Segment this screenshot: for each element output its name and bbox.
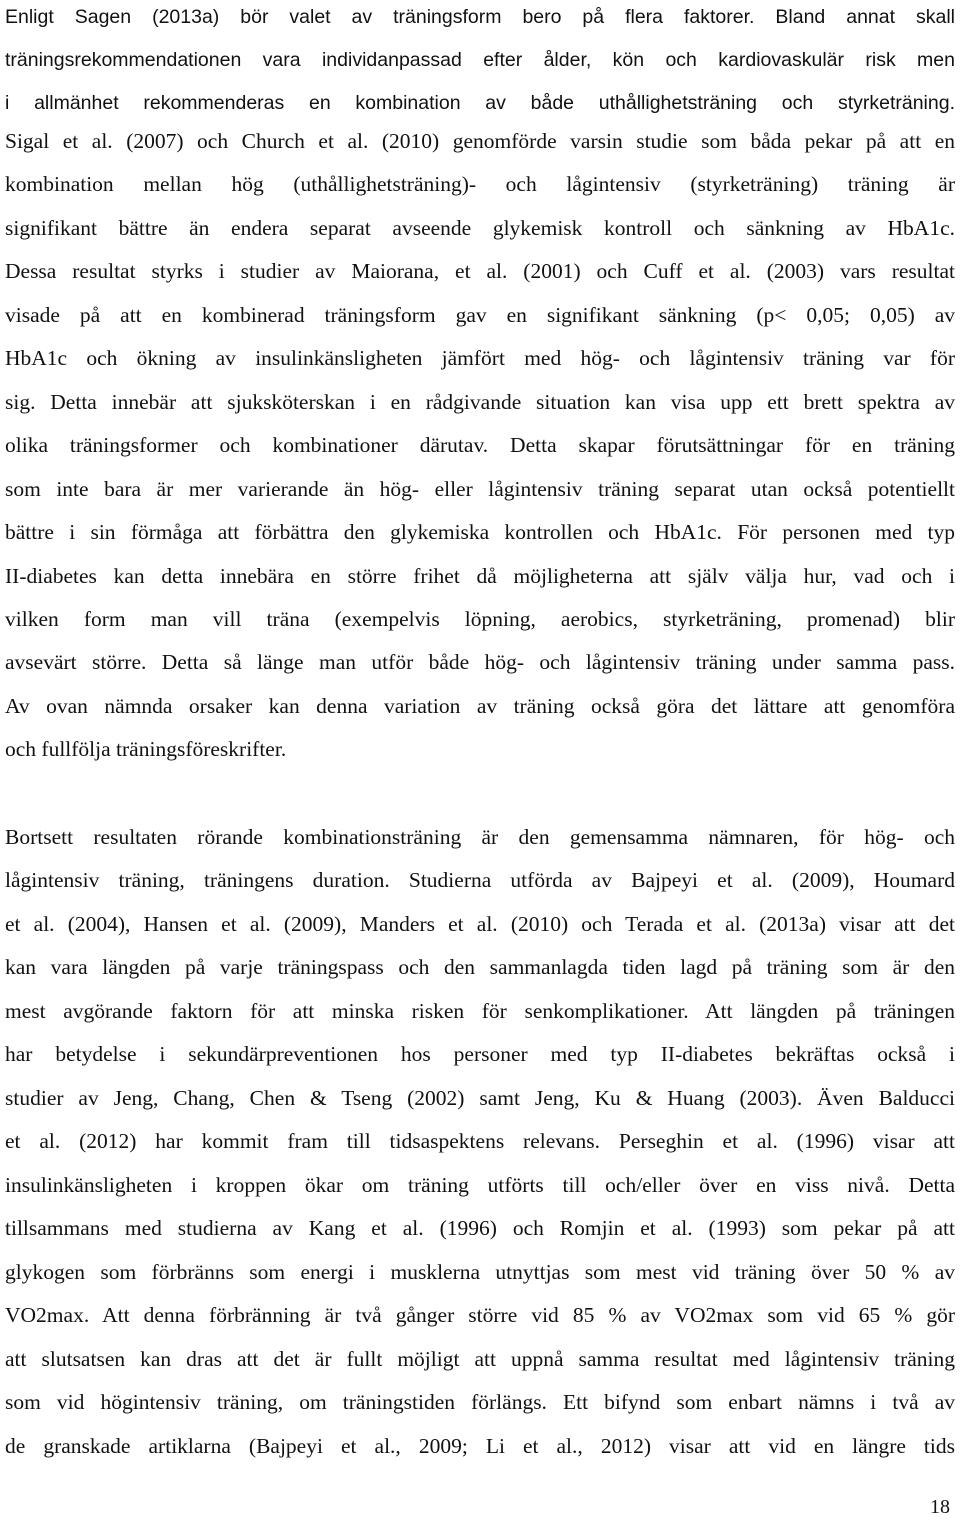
- text-line: visade på att en kombinerad träningsform gav en signifikant sänkning (p< 0,05; 0,05) av: [5, 303, 955, 327]
- text-line: VO2max. Att denna förbränning är två gånger större vid 85 % av VO2max som vid 65 % gör: [5, 1303, 955, 1327]
- text-line: olika träningsformer och kombinationer därutav. Detta skapar förutsättningar för en träning: [5, 433, 955, 457]
- text-line: avsevärt större. Detta så länge man utför både hög- och lågintensiv träning under samma pass.: [5, 650, 955, 674]
- text-line: och fullfölja träningsföreskrifter.: [5, 737, 287, 761]
- text-line: studier av Jeng, Chang, Chen & Tseng (2002) samt Jeng, Ku & Huang (2003). Även Balducci: [5, 1086, 955, 1110]
- text-line: som inte bara är mer varierande än hög- eller lågintensiv träning separat utan också potentiellt: [5, 477, 955, 501]
- text-line: insulinkänsligheten i kroppen ökar om träning utförts till och/eller över en viss nivå. Detta: [5, 1173, 955, 1197]
- text-line: et al. (2004), Hansen et al. (2009), Manders et al. (2010) och Terada et al. (2013a) visar att det: [5, 912, 955, 936]
- text-line: i allmänhet rekommenderas en kombination av både uthållighetsträning och styrketräning.: [5, 92, 955, 114]
- text-line: Bortsett resultaten rörande kombinationsträning är den gemensamma nämnaren, för hög- och: [5, 825, 955, 849]
- text-line: att slutsatsen kan dras att det är fullt möjligt att uppnå samma resultat med lågintensiv träning: [5, 1347, 955, 1371]
- text-line: som vid högintensiv träning, om träningstiden förlängs. Ett bifynd som enbart nämns i två av: [5, 1390, 955, 1414]
- text-line: bättre i sin förmåga att förbättra den glykemiska kontrollen och HbA1c. För personen med typ: [5, 520, 955, 544]
- text-line: lågintensiv träning, träningens duration. Studierna utförda av Bajpeyi et al. (2009), Houmard: [5, 868, 955, 892]
- text-line: har betydelse i sekundärpreventionen hos personer med typ II-diabetes bekräftas också i: [5, 1042, 955, 1066]
- text-line: HbA1c och ökning av insulinkänsligheten jämfört med hög- och lågintensiv träning var för: [5, 346, 955, 370]
- text-line: Dessa resultat styrks i studier av Maiorana, et al. (2001) och Cuff et al. (2003) vars resultat: [5, 259, 955, 283]
- text-line: kan vara längden på varje träningspass och den sammanlagda tiden lagd på träning som är den: [5, 955, 955, 979]
- text-line: mest avgörande faktorn för att minska risken för senkomplikationer. Att längden på träningen: [5, 999, 955, 1023]
- text-line: et al. (2012) har kommit fram till tidsaspektens relevans. Perseghin et al. (1996) visar att: [5, 1129, 955, 1153]
- text-line: Sigal et al. (2007) och Church et al. (2010) genomförde varsin studie som båda pekar på att en: [5, 129, 955, 153]
- text-line: Av ovan nämnda orsaker kan denna variation av träning också göra det lättare att genomföra: [5, 694, 955, 718]
- text-line: sig. Detta innebär att sjuksköterskan i en rådgivande situation kan visa upp ett brett spektra av: [5, 390, 955, 414]
- text-line: II-diabetes kan detta innebära en större frihet då möjligheterna att själv välja hur, vad och i: [5, 564, 955, 588]
- page-number: 18: [930, 1496, 950, 1518]
- text-line: Enligt Sagen (2013a) bör valet av träningsform bero på flera faktorer. Bland annat skall: [5, 6, 955, 28]
- text-line: de granskade artiklarna (Bajpeyi et al., 2009; Li et al., 2012) visar att vid en längre tids: [5, 1434, 955, 1458]
- text-line: signifikant bättre än endera separat avseende glykemisk kontroll och sänkning av HbA1c.: [5, 216, 955, 240]
- text-line: tillsammans med studierna av Kang et al. (1996) och Romjin et al. (1993) som pekar på att: [5, 1216, 955, 1240]
- text-line: vilken form man vill träna (exempelvis löpning, aerobics, styrketräning, promenad) blir: [5, 607, 955, 631]
- text-line: träningsrekommendationen vara individanpassad efter ålder, kön och kardiovaskulär risk men: [5, 49, 955, 71]
- text-line: kombination mellan hög (uthållighetsträning)- och lågintensiv (styrketräning) träning är: [5, 172, 955, 196]
- text-line: glykogen som förbränns som energi i musklerna utnyttjas som mest vid träning över 50 % av: [5, 1260, 955, 1284]
